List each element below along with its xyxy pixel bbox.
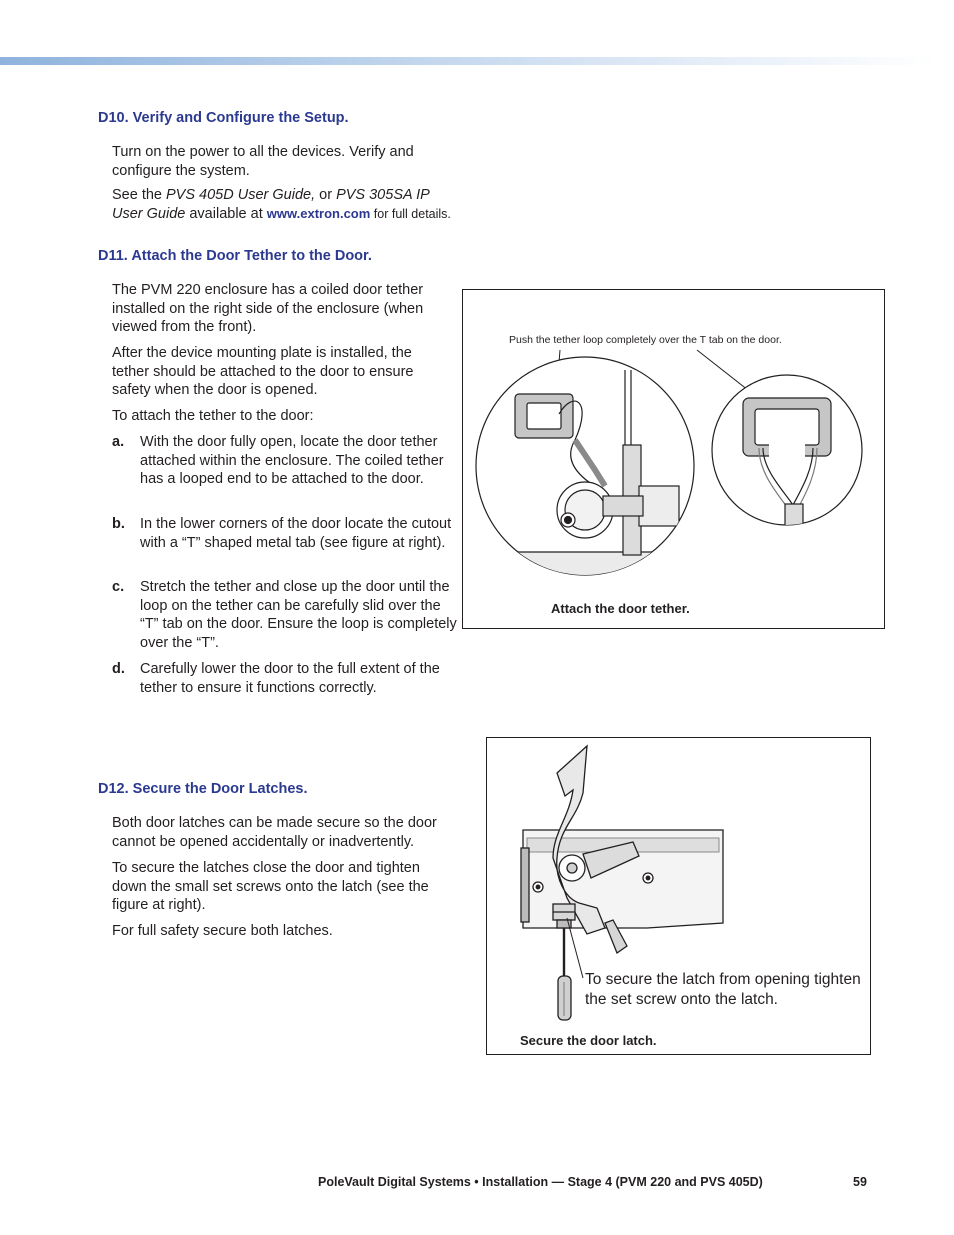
- pvs405d-guide-ref: PVS 405D User Guide,: [166, 187, 316, 203]
- d10-paragraph-1: Turn on the power to all the devices. Verify and configure the system.: [112, 144, 414, 179]
- step-a-letter: a.: [112, 434, 125, 450]
- pvs305sa-guide-ref: PVS 305SA IP User Guide: [112, 187, 430, 222]
- d10-for-full-details: for full details.: [370, 206, 451, 221]
- section-heading-d10: D10. Verify and Configure the Setup.: [98, 110, 349, 126]
- tether-figure-caption: Attach the door tether.: [551, 601, 690, 616]
- d10-see-the: See the: [112, 187, 167, 203]
- page-number: 59: [853, 1175, 867, 1189]
- d10-paragraph-2: [112, 186, 452, 223]
- section-heading-d11: D11. Attach the Door Tether to the Door.: [98, 248, 372, 264]
- footer-title: PoleVault Digital Systems • Installation — Stage 4 (PVM 220 and PVS 405D): [318, 1175, 763, 1189]
- d11-paragraph-3: To attach the tether to the door:: [112, 408, 314, 424]
- tether-figure: [462, 289, 885, 629]
- header-gradient-bar: [0, 57, 935, 65]
- step-b-text: In the lower corners of the door locate the cutout with a “T” shaped metal tab (see figure at right).: [140, 516, 452, 551]
- tether-illustration: [463, 290, 884, 628]
- step-b-letter: b.: [112, 516, 125, 532]
- d10-or: or: [315, 187, 337, 203]
- step-a-text: With the door fully open, locate the door tether attached within the enclosure. The coiled tether has a looped end to be attached to the door.: [140, 434, 444, 487]
- step-d-letter: d.: [112, 661, 125, 677]
- latch-figure-caption: Secure the door latch.: [520, 1033, 657, 1048]
- d12-paragraph-3: For full safety secure both latches.: [112, 923, 333, 939]
- d12-paragraph-2: To secure the latches close the door and tighten down the small set screws onto the latch (see the figure at right).: [112, 860, 429, 913]
- step-c-text: Stretch the tether and close up the door until the loop on the tether can be carefully slid over the “T” tab on the door. Ensure the loop is completely over the “T”.: [140, 579, 457, 651]
- section-heading-d12: D12. Secure the Door Latches.: [98, 781, 308, 797]
- latch-figure-callout: To secure the latch from opening tighten the set screw onto the latch.: [585, 971, 861, 1008]
- step-c-letter: c.: [112, 579, 125, 595]
- d10-available-at: available at: [185, 205, 267, 222]
- d11-paragraph-2: After the device mounting plate is installed, the tether should be attached to the door to ensure safety when the door is opened.: [112, 345, 414, 398]
- step-d-text: Carefully lower the door to the full extent of the tether to ensure it functions correctly.: [140, 661, 440, 696]
- extron-link[interactable]: www.extron.com: [266, 205, 371, 221]
- d12-paragraph-1: Both door latches can be made secure so the door cannot be opened accidentally or inadvertently.: [112, 815, 437, 850]
- d11-paragraph-1: The PVM 220 enclosure has a coiled door tether installed on the right side of the enclosure (when viewed from the front).: [112, 282, 424, 335]
- tether-figure-note: Push the tether loop completely over the T tab on the door.: [509, 334, 782, 346]
- latch-figure: [486, 737, 871, 1055]
